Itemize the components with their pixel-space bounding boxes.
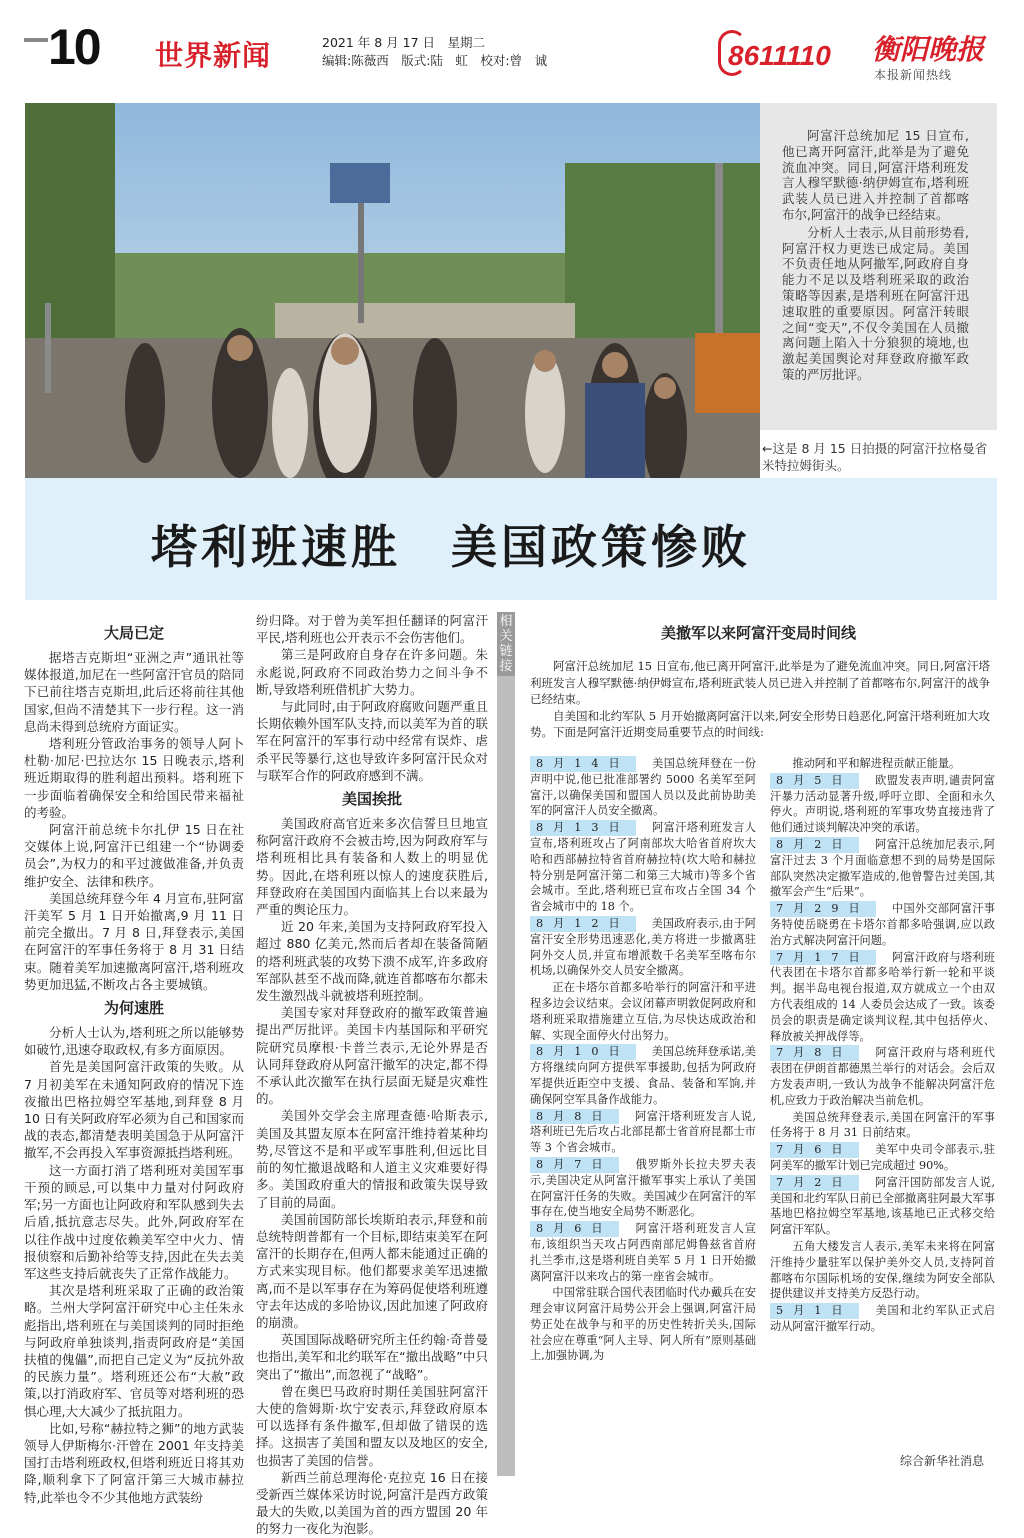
article-column-1 bbox=[24, 618, 244, 1505]
paragraph: 与此同时,由于阿政府腐败问题严重且长期依赖外国军队支持,而以美军为首的联军在阿富汗的军事行动中经常有误炸、虐杀平民等暴行,这也导致许多阿富汗民众对与联军合作的阿政府感到不满。 bbox=[256, 699, 488, 783]
timeline-date: 5月1日 bbox=[770, 1303, 859, 1319]
summary-box bbox=[760, 103, 997, 430]
related-links-label: 相关链接 bbox=[497, 612, 515, 676]
timeline-title: 美撤军以来阿富汗变局时间线 bbox=[660, 624, 856, 642]
timeline-text: 中国外交部阿富汗事务特使岳晓勇在卡塔尔首都多哈强调,应以政治方式解决阿富汗问题。 bbox=[770, 902, 995, 947]
street-photo bbox=[25, 103, 760, 478]
paragraph: 美国总统拜登今年 4 月宣布,驻阿富汗美军 5 月 1 日开始撤离,9 月 11 日前完全撤出。7 月 8 日,拜登表示,美国在阿富汗的军事任务将于 8 月 31 日结束。随着美军加速撤离阿富汗,塔利班攻势更加迅猛,不断攻占各主要城镇。 bbox=[24, 890, 244, 992]
summary-paragraph: 阿富汗总统加尼 15 日宣布,他已离开阿富汗,此举是为了避免流血冲突。同日,阿富汗塔利班发言人穆罕默德·纳伊姆宣布,塔利班武装人员已进入并控制了首都喀布尔,阿富汗的战争已经结束。 bbox=[782, 128, 969, 222]
paragraph: 第三是阿政府自身存在许多问题。朱永彪说,阿政府不同政治势力之间斗争不断,导致塔利班借机扩大势力。 bbox=[256, 647, 488, 697]
timeline-text: 阿富汗政府与塔利班代表团在伊朗首都德黑兰举行的对话会。会后双方发表声明,一致认为战争不能解决阿富汗危机,应致力于政治解决当前危机。 bbox=[770, 1046, 995, 1107]
timeline-date: 8月14日 bbox=[530, 756, 636, 772]
summary-paragraph: 分析人士表示,从目前形势看,阿富汗权力更迭已成定局。美国不负责任地从阿撤军,阿政府自身能力不足以及塔利班采取的政治策略等因素,是塔利班在阿富汗迅速取胜的重要原因。阿富汗转眼之间“变天”,不仅令美国在人员撤离问题上陷入十分狼狈的境地,也激起美国舆论对拜登政府撤军政策的严厉批评。 bbox=[782, 224, 969, 382]
page-number: 10 bbox=[48, 19, 100, 75]
timeline-text: 美国总统拜登表示,美国在阿富汗的军事任务将于 8 月 31 日前结束。 bbox=[770, 1110, 995, 1140]
timeline-entry bbox=[770, 1175, 995, 1238]
timeline-text: 中国常驻联合国代表团临时代办戴兵在安理会审议阿富汗局势公开会上强调,阿富汗局势正处在战争与和平的历史性转折关头,国际社会应在尊重“阿人主导、阿人所有”原则基础上,加强协调,为 bbox=[530, 1286, 756, 1363]
source-credit: 综合新华社消息 bbox=[900, 1454, 985, 1468]
header-rule bbox=[24, 38, 48, 42]
timeline-date: 8月2日 bbox=[770, 837, 859, 853]
timeline-text: 美国政府表示,由于阿富汗安全形势迅速恶化,美方将进一步撤离驻阿外交人员,并宣布增派数千名美军至喀布尔机场,以确保外交人员安全撤离。 bbox=[530, 916, 756, 978]
timeline-text: 欧盟发表声明,谴责阿富汗暴力活动显著升级,呼吁立即、全面和永久停火。声明说,塔利班的军事攻势直接违背了他们通过谈判解决冲突的承诺。 bbox=[770, 773, 995, 835]
timeline-text: 正在卡塔尔首都多哈举行的阿富汗和平进程多边会议结束。会议闭幕声明敦促阿政府和塔利班采取措施建立互信,为尽快达成政治和解、实现全面停火付出努力。 bbox=[530, 981, 756, 1042]
section-title: 世界新闻 bbox=[155, 39, 272, 72]
date-line: 2021 年 8 月 17 日 星期二 bbox=[322, 35, 486, 50]
paragraph: 阿富汗总统加尼 15 日宣布,他已离开阿富汗,此举是为了避免流血冲突。同日,阿富汗塔利班发言人穆罕默德·纳伊姆宣布,塔利班武装人员已进入并控制了首都喀布尔,阿富汗的战争已经结束。 bbox=[530, 659, 990, 706]
timeline-text: 阿富汗政府与塔利班代表团在卡塔尔首都多哈举行新一轮和平谈判。据半岛电视台报道,双方就成立一个由双方代表组成的 14 人委员会达成了一致。该委员会的职责是确定谈判议程,其中包括停火、释放被关押战俘等。 bbox=[770, 950, 995, 1043]
headline-banner bbox=[25, 478, 997, 600]
paragraph: 英国国际战略研究所主任约翰·奇普曼也指出,美军和北约联军在“撤出战略”中只突出了“撤出”,而忽视了“战略”。 bbox=[256, 1332, 488, 1382]
paragraph: 近 20 年来,美国为支持阿政府军投入超过 880 亿美元,然而后者却在装备简陋的塔利班武装的攻势下溃不成军,许多政府军部队甚至不战而降,就连首都喀布尔都未发生激烈战斗就被塔利班控制。 bbox=[256, 919, 488, 1004]
timeline-entry bbox=[770, 1303, 995, 1335]
paragraph: 据塔吉克斯坦“亚洲之声”通讯社等媒体报道,加尼在一些阿富汗官员的陪同下已前往塔吉克斯坦,此后还将前往其他国家,但尚不清楚其下一步行程。这一消息尚未得到总统府方面证实。 bbox=[24, 650, 244, 734]
timeline-date: 8月13日 bbox=[530, 820, 636, 836]
timeline-entry bbox=[530, 1109, 756, 1156]
timeline-entry bbox=[770, 756, 995, 772]
headline: 塔利班速胜 美国政策惨败 bbox=[151, 520, 751, 574]
timeline-column-2 bbox=[770, 756, 995, 1456]
hotline-number: 8611110 bbox=[728, 40, 831, 71]
paragraph: 美国政府高官近来多次信誓旦旦地宣称阿富汗政府不会被击垮,因为阿政府军与塔利班相比具有装备和人数上的明显优势。因此,在塔利班以惊人的速度获胜后,拜登政府在美国国内面临其上台以来最为严重的舆论压力。 bbox=[256, 816, 488, 918]
hotline-label: 本报新闻热线 bbox=[874, 68, 953, 82]
timeline-date: 8月6日 bbox=[530, 1221, 619, 1237]
timeline-text: 阿富汗国防部发言人说,美国和北约军队日前已全部撤离驻阿最大军事基地巴格拉姆空军基地,该基地已正式移交给阿富汗军队。 bbox=[770, 1175, 995, 1237]
timeline-entry bbox=[770, 1045, 995, 1108]
timeline-date: 7月6日 bbox=[770, 1142, 859, 1158]
timeline-entry bbox=[770, 837, 995, 900]
timeline-date: 7月29日 bbox=[770, 901, 876, 917]
timeline-date: 8月10日 bbox=[530, 1044, 636, 1060]
timeline-entry bbox=[530, 1221, 756, 1284]
paragraph: 塔利班分管政治事务的领导人阿卜杜勒·加尼·巴拉达尔 15 日晚表示,塔利班近期取得的胜利超出预料。塔利班下一步面临着确保安全和给国民带来福祉的考验。 bbox=[24, 736, 244, 820]
paragraph: 纷归降。对于曾为美军担任翻译的阿富汗平民,塔利班也公开表示不会伤害他们。 bbox=[256, 613, 488, 646]
paragraph: 美国专家对拜登政府的撤军政策普遍提出严厉批评。美国卡内基国际和平研究院研究员摩根·卡普兰表示,无论外界是否认同拜登政府从阿富汗撤军的决定,都不得不承认此次撤军在执行层面无疑是灾难性的。 bbox=[256, 1005, 488, 1107]
timeline-entry bbox=[770, 1239, 995, 1302]
paragraph: 其次是塔利班采取了正确的政治策略。兰州大学阿富汗研究中心主任朱永彪指出,塔利班在与美国谈判的同时拒绝与阿政府单独谈判,指责阿政府是“美国扶植的傀儡”,而把自己定义为“反抗外敌的民族力量”。塔利班还公布“大赦”政策,以打消政府军、官员等对塔利班的恐惧心理,大大减少了抵抗阻力。 bbox=[24, 1283, 244, 1419]
timeline-column-1 bbox=[530, 756, 756, 1478]
paragraph: 比如,号称“赫拉特之狮”的地方武装领导人伊斯梅尔·汗曾在 2001 年支持美国打击塔利班政权,但塔利班近日将其劝降,顺利拿下了阿富汗第三大城市赫拉特,此举也令不少其他地方武装纷 bbox=[24, 1420, 244, 1505]
timeline-entry bbox=[530, 1157, 756, 1220]
editors-line: 编辑:陈薇西 版式:陆 虹 校对:曾 诚 bbox=[322, 53, 548, 68]
newspaper-logo: 衡阳晚报 bbox=[872, 33, 985, 66]
timeline-entry bbox=[770, 950, 995, 1045]
timeline-text: 美军中央司令部表示,驻阿美军的撤军计划已完成超过 90%。 bbox=[770, 1143, 995, 1172]
subheading: 美国挨批 bbox=[341, 790, 402, 809]
timeline-text: 阿富汗塔利班发言人宣布,塔利班攻占了阿南部坎大哈省首府坎大哈和西部赫拉特省首府赫拉特(坎大哈和赫拉特分别是阿富汗第二和第三大城市)等多个省会城市。至此,塔利班已宣布攻占全国 34 个省会城市中的 18 个。 bbox=[530, 821, 756, 914]
article-column-2 bbox=[256, 612, 488, 1537]
timeline-date: 8月7日 bbox=[530, 1157, 619, 1173]
timeline-date: 8月12日 bbox=[530, 916, 636, 932]
timeline-text: 五角大楼发言人表示,美军未来将在阿富汗维持少量驻军以保护美外交人员,支持阿首都喀布尔国际机场的安保,继续为阿安全部队提供建议并支持美方反恐行动。 bbox=[770, 1239, 995, 1301]
timeline-date: 7月2日 bbox=[770, 1175, 859, 1191]
timeline-date: 7月8日 bbox=[770, 1045, 859, 1061]
related-links-bar bbox=[497, 612, 515, 1476]
timeline-entry bbox=[530, 980, 756, 1043]
page-header bbox=[0, 0, 1024, 92]
timeline-entry bbox=[530, 820, 756, 915]
timeline-text: 阿富汗总统加尼表示,阿富汗过去 3 个月面临意想不到的局势是国际部队突然决定撤军造成的,他曾警告过美国,其撤军会产生“后果”。 bbox=[770, 837, 995, 899]
subheading: 为何速胜 bbox=[103, 999, 164, 1018]
timeline-entry bbox=[530, 756, 756, 819]
timeline-text: 美国总统拜登承诺,美方将继续向阿方提供军事援助,包括为阿政府军提供近距空中支援、食品、装备和军饷,并确保阿空军具备作战能力。 bbox=[530, 1045, 756, 1106]
timeline-entry bbox=[770, 901, 995, 948]
paragraph: 自美国和北约军队 5 月开始撤离阿富汗以来,阿安全形势日趋恶化,阿富汗塔利班加大攻势。下面是阿富汗近期变局重要节点的时间线: bbox=[530, 708, 990, 739]
timeline-entry bbox=[770, 1142, 995, 1174]
timeline-entry bbox=[770, 773, 995, 836]
timeline-intro bbox=[530, 658, 990, 741]
timeline-text: 美国和北约军队正式启动从阿富汗撤军行动。 bbox=[770, 1304, 995, 1333]
photo-caption: ←这是 8 月 15 日拍摄的阿富汗拉格曼省米特拉姆街头。 bbox=[762, 441, 988, 473]
timeline-text: 俄罗斯外长拉夫罗夫表示,美国决定从阿富汗撤军事实上承认了美国在阿富汗任务的失败。美国减少在阿富汗的军事存在,使当地安全局势不断恶化。 bbox=[530, 1157, 756, 1219]
subheading: 大局已定 bbox=[103, 624, 164, 642]
timeline-entry bbox=[530, 916, 756, 979]
timeline-text: 阿富汗塔利班发言人宣布,该组织当天攻占阿西南部尼姆鲁兹省首府扎兰季市,这是塔利班自美军 5 月 1 日开始撤离阿富汗以来攻占的第一座省会城市。 bbox=[530, 1222, 756, 1283]
timeline-text: 阿富汗塔利班发言人说,塔利班已先后攻占北部昆都士省首府昆都士市等 3 个省会城市。 bbox=[530, 1109, 756, 1155]
paragraph: 美国外交学会主席理查德·哈斯表示,美国及其盟友原本在阿富汗维持着某种均势,尽管这不是和平或军事胜利,但远比目前的匆忙撤退战略和人道主义灾难要好得多。美国政府重大的情报和政策失误导致了目前的局面。 bbox=[256, 1108, 488, 1210]
paragraph: 阿富汗前总统卡尔扎伊 15 日在社交媒体上说,阿富汗已组建一个“协调委员会”,为权力的和平过渡做准备,并负责维护安全、法律和秩序。 bbox=[24, 822, 244, 889]
timeline-date: 8月8日 bbox=[530, 1109, 619, 1125]
paragraph: 美国前国防部长埃斯珀表示,拜登和前总统特朗普都有一个目标,即结束美军在阿富汗的长期存在,但两人都未能通过正确的方式来实现目标。他们都要求美军迅速撤离,而不是以军事存在为筹码促使塔利班遵守去年达成的多哈协议,因此加速了阿政府的崩溃。 bbox=[256, 1211, 488, 1330]
timeline-entry bbox=[530, 1285, 756, 1364]
timeline-entry bbox=[770, 1110, 995, 1142]
paragraph: 分析人士认为,塔利班之所以能够势如破竹,迅速夺取政权,有多方面原因。 bbox=[24, 1025, 244, 1058]
timeline-date: 8月5日 bbox=[770, 773, 859, 789]
paragraph: 这一方面打消了塔利班对美国军事干预的顾忌,可以集中力量对付阿政府军;另一方面也让阿政府和军队感到失去后盾,抵抗意志尽失。此外,阿政府军在以往作战中过度依赖美军空中火力、情报侦察和后勤补给等支持,因此在失去美军这些支持后就丧失了正常作战能力。 bbox=[24, 1162, 244, 1281]
paragraph: 新西兰前总理海伦·克拉克 16 日在接受新西兰媒体采访时说,阿富汗是西方政策最大的失败,以美国为首的西方盟国 20 年的努力一夜化为泡影。 bbox=[256, 1469, 488, 1537]
paragraph: 首先是美国阿富汗政策的失败。从 7 月初美军在未通知阿政府的情况下连夜撤出巴格拉姆空军基地,到拜登 8 月 10 日有关阿政府军必须为自己和国家而战的表态,都清楚表明美国急于从阿富汗撤军,不会再投入军事资源抵挡塔利班。 bbox=[24, 1059, 244, 1161]
paragraph: 曾在奥巴马政府时期任美国驻阿富汗大使的詹姆斯·坎宁安表示,拜登政府原本可以选择有条件撤军,但却做了错误的选择。这损害了美国和盟友以及地区的安全,也损害了美国的信誉。 bbox=[256, 1383, 488, 1468]
timeline-text: 美国总统拜登在一份声明中说,他已批准部署约 5000 名美军至阿富汗,以确保美国和盟国人员以及此前协助美军的阿富汗人员安全撤离。 bbox=[530, 757, 756, 818]
timeline-date: 7月17日 bbox=[770, 950, 876, 966]
timeline-entry bbox=[530, 1044, 756, 1107]
timeline-text: 推动阿和平和解进程贡献正能量。 bbox=[792, 757, 961, 770]
